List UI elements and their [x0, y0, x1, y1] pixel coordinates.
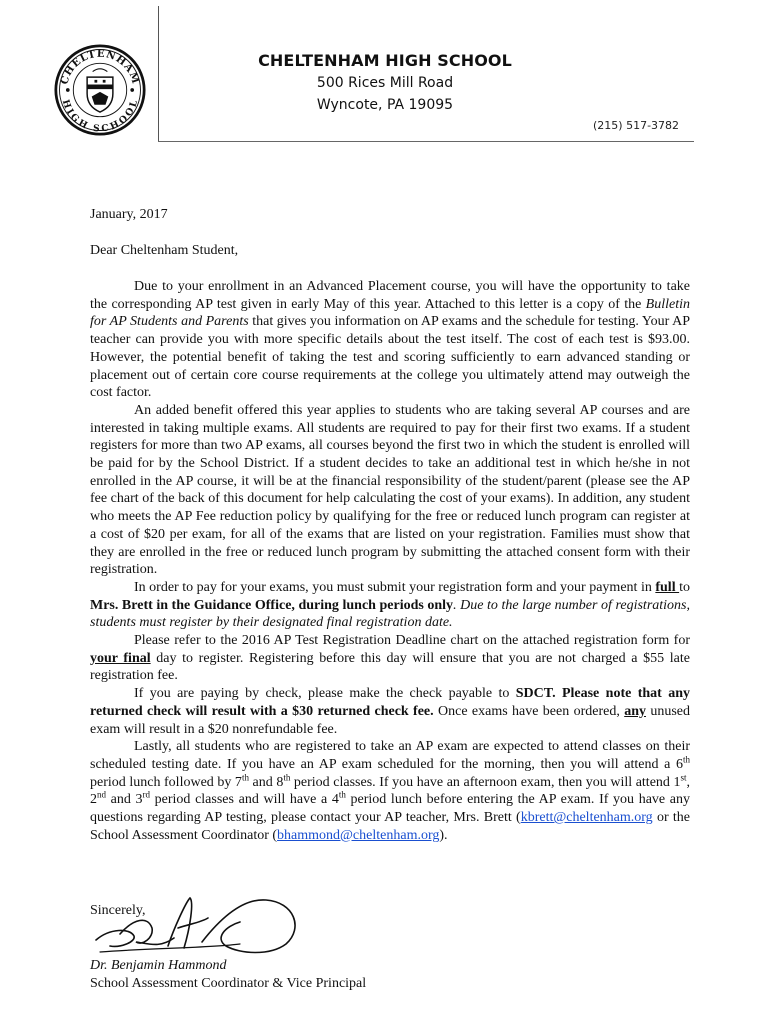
full-emphasis: full — [655, 579, 680, 595]
letter-body — [90, 278, 690, 845]
paragraph-5: If you are paying by check, please make the check payable to SDCT. Please note that any returned check will result with a $30 returned check fee. Once exams have been ordered, any unused exam will result in a $20 nonrefundable fee. — [90, 686, 690, 737]
school-name: CHELTENHAM HIGH SCHOOL — [258, 51, 512, 70]
guidance-office-emphasis: Mrs. Brett in the Guidance Office, during lunch periods only — [90, 597, 454, 613]
school-seal-logo — [54, 44, 146, 136]
email-link-bhammond[interactable]: bhammond@cheltenham.org — [277, 827, 440, 843]
paragraph-4: Please refer to the 2016 AP Test Registration Deadline chart on the attached registration form for your final day to register. Registering before this day will ensure that you are not charged a $55 late registration fee. — [90, 633, 690, 684]
school-street: 500 Rices Mill Road — [316, 75, 454, 91]
signer-title: School Assessment Coordinator & Vice Principal — [90, 976, 367, 991]
paragraph-6: Lastly, all students who are registered to take an AP exam are expected to attend classes on their scheduled testing date. If you have an AP exam scheduled for the morning, then you will attend a 6th period lunch followed by 7th and 8th period classes. If you have an afternoon exam, then you will attend 1st, 2nd and 3rd period classes and will have a 4th period lunch before entering the AP exam. If you have any questions regarding AP testing, please contact your AP teacher, Mrs. Brett (kbrett@cheltenham.org or the School Assessment Coordinator (bhammond@cheltenham.org). — [90, 739, 690, 843]
paragraph-2: An added benefit offered this year applies to students who are taking several AP courses and are interested in taking multiple exams. All students are required to pay for their first two exams. If a student registers for more than two AP exams, all courses beyond the first two in which the student is enrolled will be paid for by the School District. If a student decides to take an additional test in which he/she in not enrolled in the AP course, it will be at the financial responsibility of the student/parent (please see the AP fee chart of the back of this document for help calculating the cost of your exams). In addition, any student who meets the AP Fee reduction policy by qualifying for the free or reduced lunch program can register at a cost of $20 per exam, for all of the exams that are listed on your registration. Families must show that they are enrolled in the free or reduced lunch program by submitting the attached consent form with their registration. — [90, 402, 690, 578]
handwritten-signature — [90, 888, 310, 968]
letter-closing: Sincerely, — [90, 903, 146, 918]
letterhead-divider-horizontal — [158, 141, 694, 142]
school-phone: (215) 517-3782 — [593, 119, 680, 132]
email-link-kbrett[interactable]: kbrett@cheltenham.org — [520, 810, 653, 826]
check-fee-emphasis: SDCT. Please note that any returned check will result with a $30 returned check fee. — [90, 686, 690, 719]
letter-greeting: Dear Cheltenham Student, — [90, 243, 239, 258]
any-emphasis: any — [624, 703, 646, 719]
paragraph-1: Due to your enrollment in an Advanced Placement course, you will have the opportunity to take the corresponding AP test given in early May of this year. Attached to this letter is a copy of the Bulletin for AP Students and Parents that gives you information on AP exams and the schedule for testing. Your AP teacher can provide you with more specific details about the test itself. The cost of each test is $93.00. However, the potential benefit of taking the test and scoring sufficiently to earn advanced standing or placement out of certain core course requirements at the college you ultimately attend may outweigh the cost factor. — [90, 279, 690, 401]
school-city: Wyncote, PA 19095 — [316, 97, 454, 113]
registration-note: Due to the large number of registrations, students must register by their designated final registration date. — [90, 597, 690, 631]
letter-date: January, 2017 — [90, 207, 168, 222]
signer-name: Dr. Benjamin Hammond — [90, 958, 227, 973]
svg-text:CHELTENHAM: CHELTENHAM — [58, 47, 142, 86]
bulletin-title: Bulletin for AP Students and Parents — [90, 296, 690, 330]
letterhead — [250, 50, 520, 116]
letterhead-divider-vertical — [158, 6, 159, 142]
your-final-emphasis: your final — [90, 650, 151, 666]
paragraph-3: In order to pay for your exams, you must submit your registration form and your payment in full to Mrs. Brett in the Guidance Office, during lunch periods only. Due to the large number of registrations, students must register by their designated final registration date. — [90, 579, 690, 631]
svg-text:HIGH SCHOOL: HIGH SCHOOL — [59, 98, 141, 135]
